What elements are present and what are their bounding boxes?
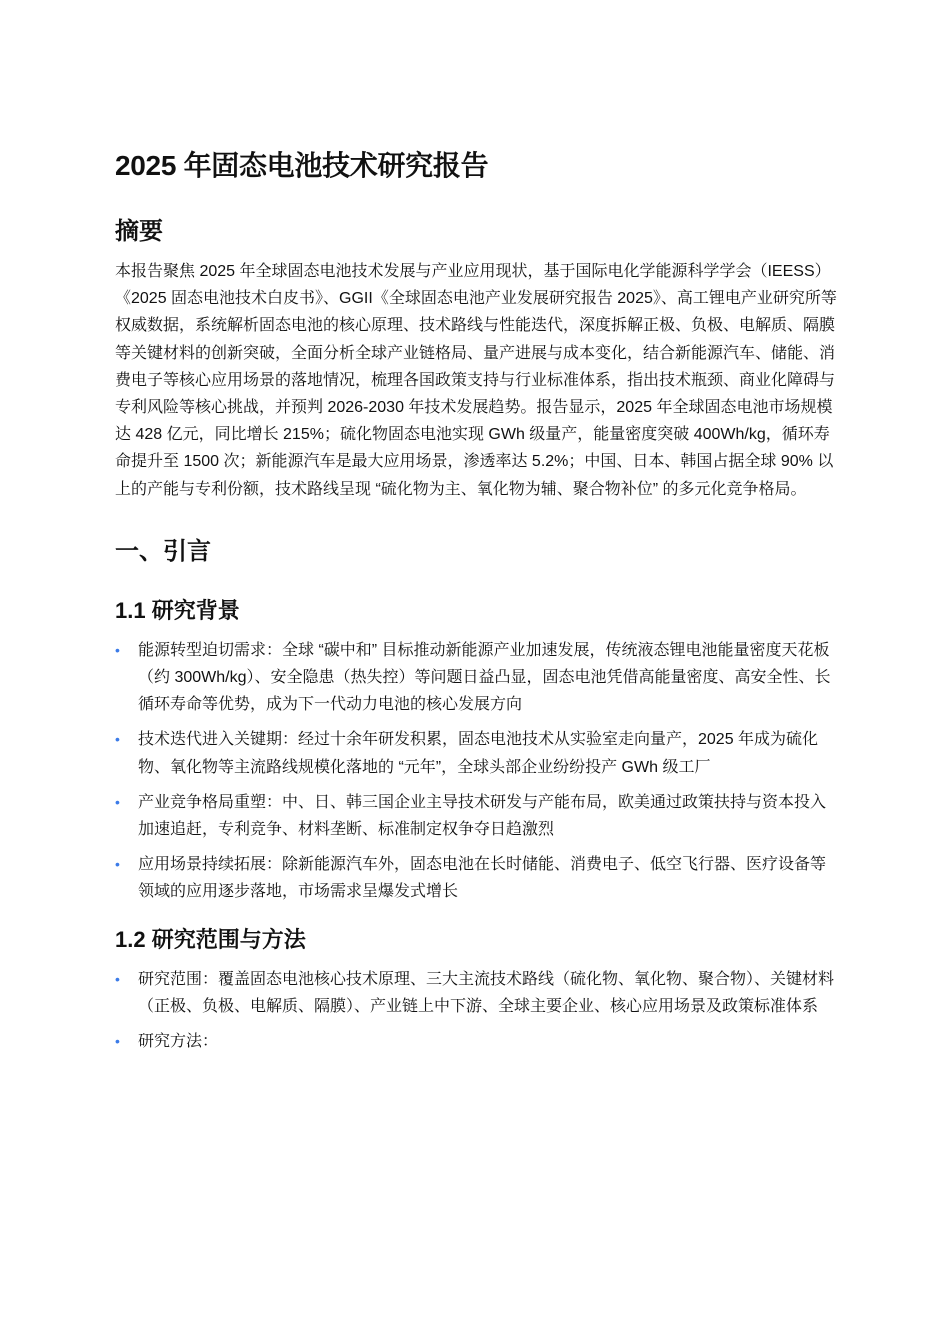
list-item [115, 637, 837, 719]
bullet-icon: • [115, 970, 120, 987]
bullet-icon: • [115, 793, 120, 810]
subsection-research-background-heading: 1.1 研究背景 [115, 597, 240, 623]
research-background-list [115, 637, 837, 906]
list-item [115, 789, 837, 843]
list-item [115, 851, 837, 905]
bullet-icon: • [115, 641, 120, 658]
list-item-text: 技术迭代进入关键期：经过十余年研发积累，固态电池技术从实验室走向量产，2025 年成为硫化物、氧化物等主流路线规模化落地的 “元年”，全球头部企业纷纷投产 GWh 级工厂 [138, 731, 819, 776]
list-item [115, 1028, 837, 1055]
section-introduction-heading: 一、引言 [115, 537, 211, 565]
list-item [115, 726, 837, 780]
document-page [115, 140, 837, 1063]
abstract-text: 本报告聚焦 2025 年全球固态电池技术发展与产业应用现状，基于国际电化学能源科学学会（IEESS）《2025 固态电池技术白皮书》、GGII《全球固态电池产业发展研究报告 2025》、高工锂电产业研究所等权威数据，系统解析固态电池的核心原理、技术路线与性能迭代，深度拆解正极、负极、电解质、隔膜等关键材料的创新突破，全面分析全球产业链格局、量产进展与成本变化，结合新能源汽车、储能、消费电子等核心应用场景的落地情况，梳理各国政策支持与行业标准体系，指出技术瓶颈、商业化障碍与专利风险等核心挑战，并预判 2026-2030 年技术发展趋势。报告显示，2025 年全球固态电池市场规模达 428 亿元，同比增长 215%；硫化物固态电池实现 GWh 级量产，能量密度突破 400Wh/kg，循环寿命提升至 1500 次；新能源汽车是最大应用场景，渗透率达 5.2%；中国、日本、韩国占据全球 90% 以上的产能与专利份额，技术路线呈现 “硫化物为主、氧化物为辅、聚合物补位” 的多元化竞争格局。 [115, 263, 837, 498]
list-item [115, 966, 837, 1020]
list-item-text: 研究方法： [138, 1033, 219, 1051]
list-item-text: 产业竞争格局重塑：中、日、韩三国企业主导技术研发与产能布局，欧美通过政策扶持与资本投入加速追赶，专利竞争、材料垄断、标准制定权争夺日趋激烈 [138, 793, 827, 839]
bullet-icon: • [115, 731, 120, 748]
subsection-scope-methods-heading: 1.2 研究范围与方法 [115, 926, 306, 952]
list-item-text: 能源转型迫切需求：全球 “碳中和” 目标推动新能源产业加速发展，传统液态锂电池能量密度天花板（约 300Wh/kg）、安全隐患（热失控）等问题日益凸显，固态电池凭借高能量密度、高安全性、长循环寿命等优势，成为下一代动力电池的核心发展方向 [138, 641, 831, 714]
bullet-icon: • [115, 856, 120, 873]
scope-methods-list [115, 966, 837, 1056]
list-item-text: 研究范围：覆盖固态电池核心技术原理、三大主流技术路线（硫化物、氧化物、聚合物）、关键材料（正极、负极、电解质、隔膜）、产业链上中下游、全球主要企业、核心应用场景及政策标准体系 [138, 970, 835, 1015]
report-title: 2025 年固态电池技术研究报告 [115, 150, 489, 181]
bullet-icon: • [115, 1033, 120, 1050]
list-item-text: 应用场景持续拓展：除新能源汽车外，固态电池在长时储能、消费电子、低空飞行器、医疗设备等领域的应用逐步落地，市场需求呈爆发式增长 [138, 856, 827, 901]
abstract-heading: 摘要 [115, 218, 163, 245]
